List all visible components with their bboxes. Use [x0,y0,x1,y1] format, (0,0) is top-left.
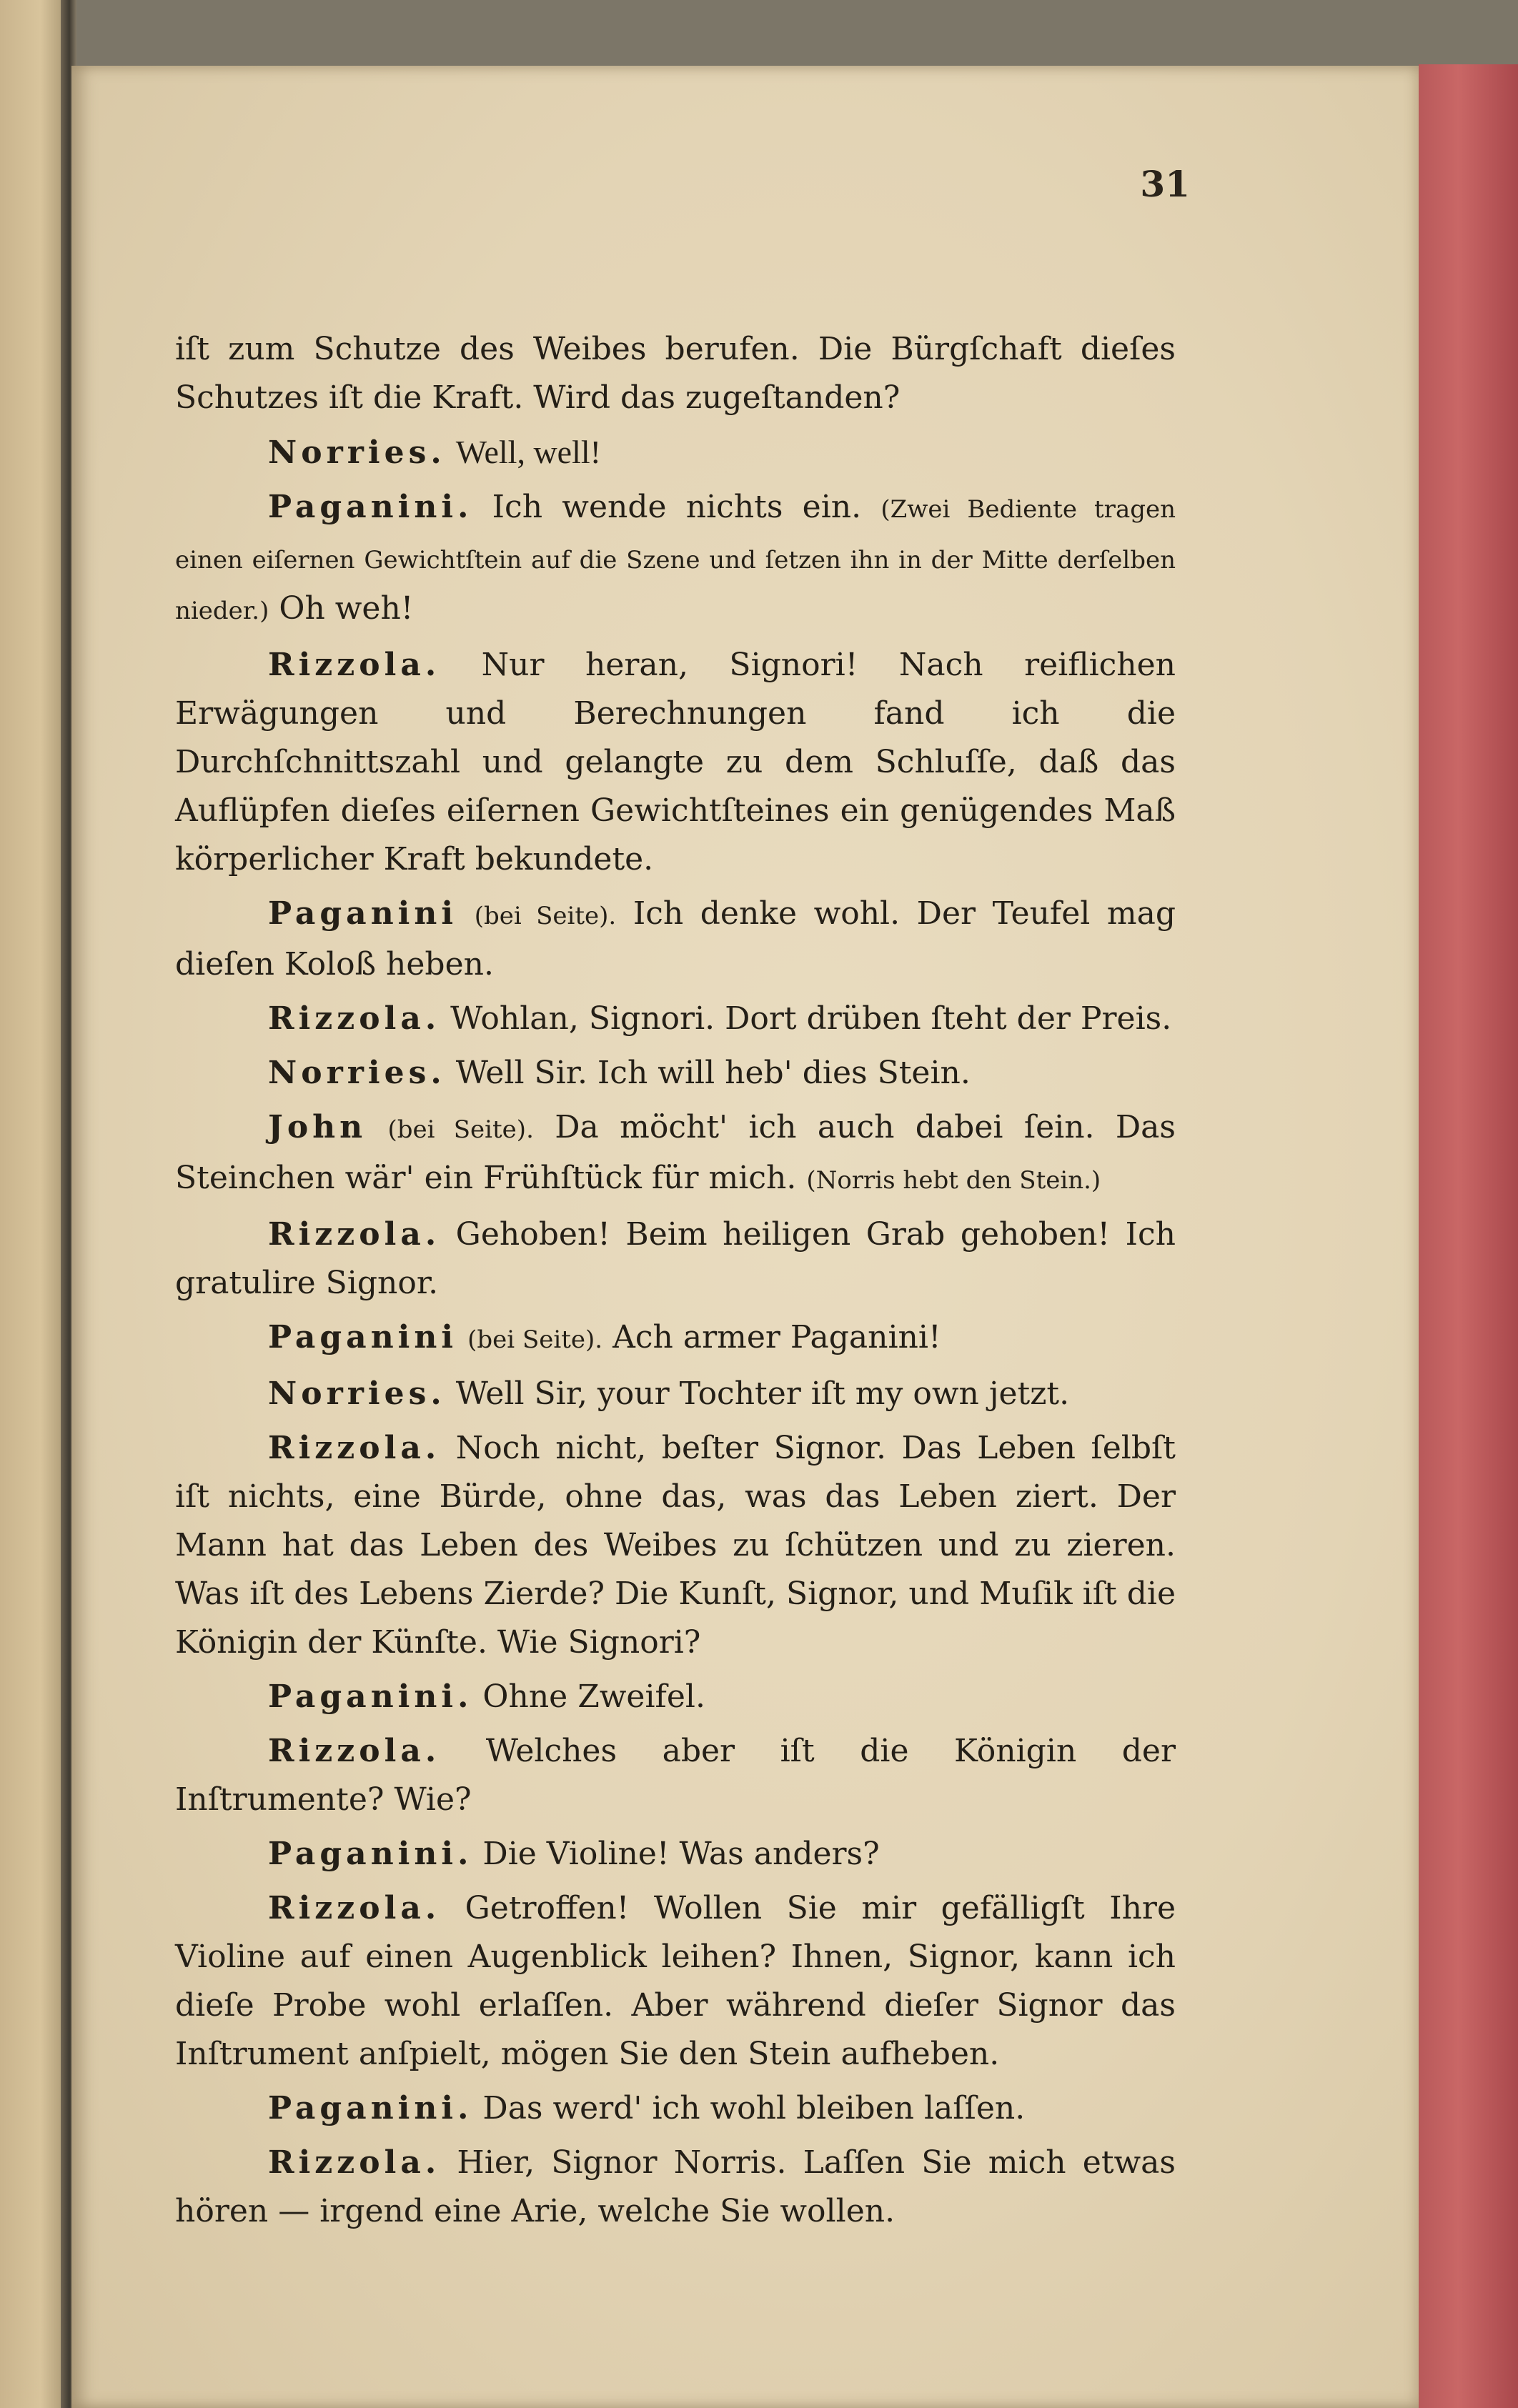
speaker-name: Paganini. [268,1678,473,1715]
dialogue-text: Die Violine! Was anders? [482,1836,880,1872]
dialogue-text: Da möcht' ich auch dabei ſein. Das Steinchen wär' ein Frühſtück für mich. [175,1109,1176,1196]
dialogue-text: Well Sir. Ich will heb' dies Stein. [455,1055,971,1091]
paragraph [175,1313,1176,1364]
page-number: 31 [1140,163,1190,205]
speaker-name: Rizzola. [268,2144,441,2181]
speaker-name: Norries. [268,1055,446,1091]
speaker-name: Paganini. [268,1836,473,1872]
paragraph [175,1049,1176,1098]
paragraph [175,2139,1176,2236]
speaker-name: Norries. [268,434,446,471]
speaker-name: John [268,1109,367,1145]
dialogue-text: Hier, Signor Norris. Laſſen Sie mich etwas hören — irgend eine Arie, welche Sie wollen. [175,2144,1176,2229]
dialogue-text: Ich wende nichts ein. [492,489,862,525]
stage-direction: (bei Seite). [387,1115,534,1144]
speaker-name: Paganini [268,1319,458,1355]
paragraph [175,428,1176,477]
paragraph [175,483,1176,635]
dialogue-text: Ohne Zweifel. [482,1678,705,1715]
paragraph [175,1727,1176,1824]
stage-direction: (Zwei Bediente tragen einen eiſernen Gewichtſtein auf die Szene und ſetzen ihn in der Mitte derſelben nieder.) [175,495,1176,625]
dialogue-text: Welches aber iſt die Königin der Inſtrumente? Wie? [175,1733,1176,1818]
paragraph [175,1673,1176,1721]
stage-direction: (Norris hebt den Stein.) [806,1166,1101,1195]
dialogue-text: Ich denke wohl. Der Teufel mag dieſen Koloß heben. [175,895,1176,982]
speaker-name: Rizzola. [268,1216,441,1253]
dialogue-text: Ach armer Paganini! [612,1319,941,1355]
dialogue-text: Getroffen! Wollen Sie mir gefälligſt Ihre Violine auf einen Augenblick leihen? Ihnen, Signor, kann ich dieſe Probe wohl erlaſſen. Aber während dieſer Signor das Inſtrument anſpielt, mögen Sie den Stein aufheben. [175,1890,1176,2072]
speaker-name: Rizzola. [268,1430,441,1466]
stage-direction: (bei Seite). [474,902,617,930]
facing-page-edge [0,0,68,2408]
paragraph [175,1830,1176,1879]
dialogue-text: Gehoben! Beim heiligen Grab gehoben! Ich gratulire Signor. [175,1216,1176,1301]
paragraph [175,2084,1176,2133]
stage-direction: (bei Seite). [467,1325,603,1354]
paragraph [175,995,1176,1043]
paragraph: iſt zum Schutze des Weibes berufen. Die Bürgſchaft dieſes Schutzes iſt die Kraft. Wird das zugeſtanden? [175,331,1176,416]
paragraph [175,1103,1176,1205]
speaker-name: Rizzola. [268,1000,441,1037]
book-cover-edge [1419,64,1518,2408]
dialogue-text: Nur heran, Signori! Nach reiflichen Erwägungen und Berechnungen fand ich die Durchſchnittszahl und gelangte zu dem Schluſſe, daß das Auflüpfen dieſes eiſernen Gewichtſteines ein genügendes Maß körperlicher Kraft bekundete. [175,647,1176,877]
dialogue-text: Oh weh! [279,590,414,627]
speaker-name: Rizzola. [268,647,441,683]
paragraph [175,641,1176,884]
paragraph [175,1424,1176,1667]
speaker-name: Rizzola. [268,1890,441,1926]
dialogue-text: Noch nicht, beſter Signor. Das Leben ſelbſt iſt nichts, eine Bürde, ohne das, was das Leben ziert. Der Mann hat das Leben des Weibes zu ſchützen und zu zieren. Was iſt des Lebens Zierde? Die Kunſt, Signor, und Muſik iſt die Königin der Künſte. Wie Signori? [175,1430,1176,1661]
speaker-name: Paganini [268,895,458,932]
dialogue-text: Wohlan, Signori. Dort drüben ſteht der Preis. [450,1000,1172,1037]
speaker-name: Paganini. [268,2090,473,2126]
dialogue-text: Well Sir, your Tochter iſt my own jetzt. [455,1375,1070,1412]
dialogue-text: Das werd' ich wohl bleiben laſſen. [482,2090,1026,2126]
paragraph [175,1884,1176,2079]
speaker-name: Rizzola. [268,1733,441,1769]
page-text [175,325,1176,2242]
speaker-name: Norries. [268,1375,446,1412]
dialogue-text: Well, well! [455,434,601,470]
speaker-name: Paganini. [268,489,473,525]
paragraph [175,1370,1176,1418]
paragraph [175,890,1176,989]
paragraph [175,1210,1176,1308]
